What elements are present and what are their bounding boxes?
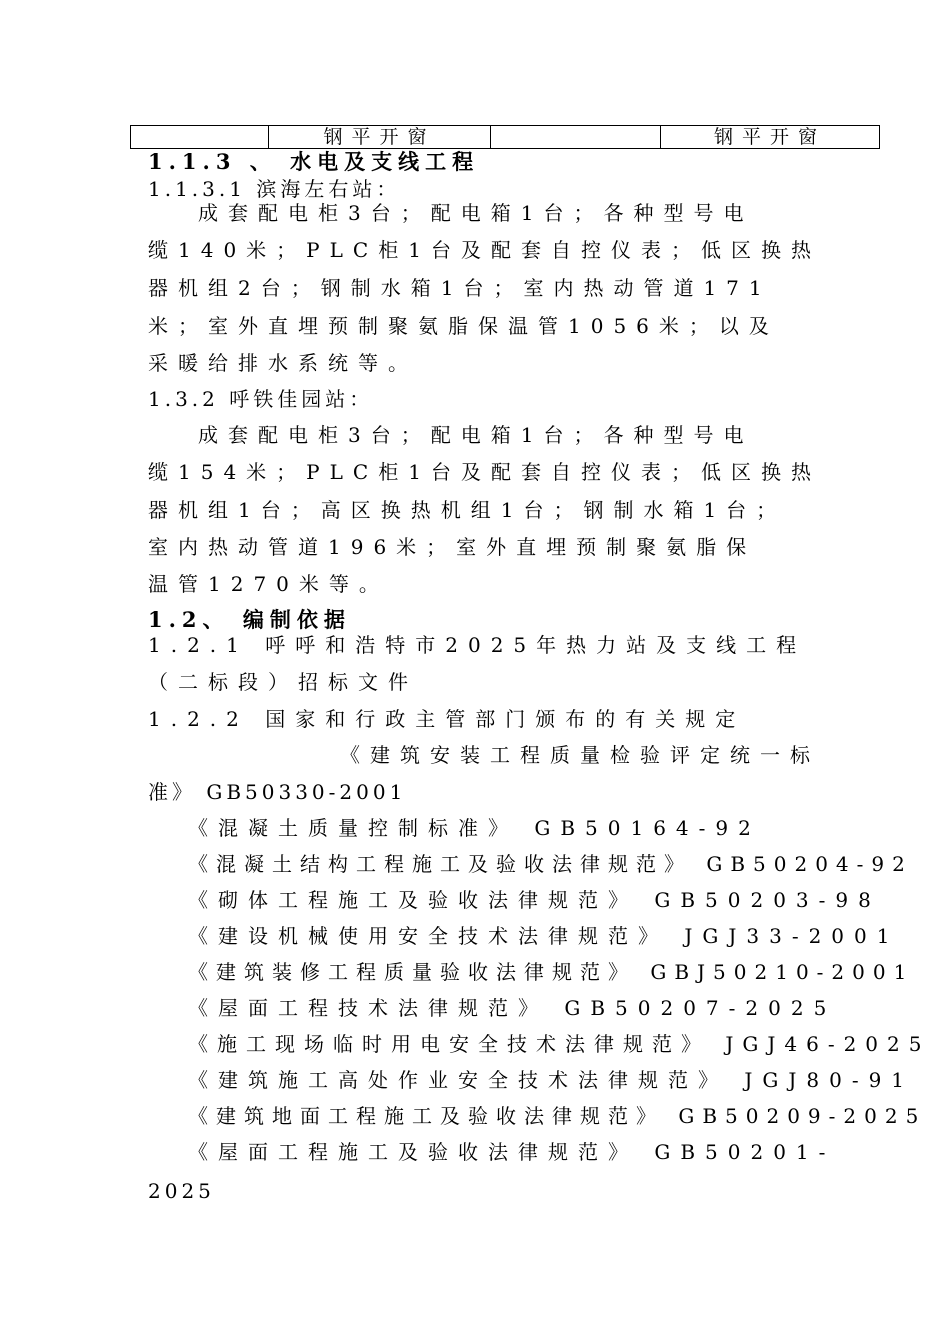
standard-item: 2025 [148,1179,215,1203]
standard-item: 《建设机械使用安全技术法律规范》 JGJ33-2001 [188,924,900,948]
standard-item: 《施工现场临时用电安全技术法律规范》 JGJ46-2025 [188,1032,931,1056]
standard-item: 《混凝土结构工程施工及验收法律规范》 GB50204-92 [188,852,913,876]
standard-item: 准》 GB50330-2001 [148,780,407,804]
standard-item: 《建筑施工高处作业安全技术法律规范》 JGJ80-91 [188,1068,915,1092]
table-cell [131,126,269,148]
section-heading-1-1-3: 1.1.3 、 水电及支线工程 [148,149,480,174]
section-heading-1-2: 1.2、 编制依据 [148,607,351,632]
paragraph-line: 器机组2台；钢制水箱1台；室内热动管道171 [148,276,772,300]
subsection-heading-1-1-3-1: 1.1.3.1 滨海左右站： [148,177,401,201]
standard-item: 《屋面工程施工及验收法律规范》 GB50201- [188,1140,836,1164]
standard-item: 《砌体工程施工及验收法律规范》 GB50203-98 [188,888,881,912]
paragraph-line: 1.2.1 呼呼和浩特市2025年热力站及支线工程 [148,633,807,657]
standard-item: 《建筑装修工程质量验收法律规范》 GBJ50210-2001 [188,960,915,984]
table-cell: 钢平开窗 [269,126,491,148]
paragraph-line: 缆140米；PLC柜1台及配套自控仪表；低区换热 [148,238,821,262]
subsection-heading-1-3-2: 1.3.2 呼铁佳园站： [148,387,374,411]
paragraph-line: 温管1270米等。 [148,572,389,596]
table-cell: 钢平开窗 [713,126,826,148]
paragraph-line: 器机组1台；高区换热机组1台；钢制水箱1台； [148,498,787,522]
paragraph-line: 成套配电柜3台；配电箱1台；各种型号电 [198,423,754,447]
paragraph-line: 1.2.2 国家和行政主管部门颁布的有关规定 [148,707,746,731]
paragraph-line: 采暖给排水系统等。 [148,351,418,375]
window-spec-table-row [130,125,880,149]
paragraph-line: 缆154米；PLC柜1台及配套自控仪表；低区换热 [148,460,821,484]
table-cell [491,126,661,148]
paragraph-line: 米；室外直埋预制聚氨脂保温管1056米；以及 [148,314,779,338]
standard-item: 《混凝土质量控制标准》 GB50164-92 [188,816,761,840]
paragraph-line: （二标段）招标文件 [148,670,418,694]
standard-item: 《屋面工程技术法律规范》 GB50207-2025 [188,996,837,1020]
standard-item: 《建筑安装工程质量检验评定统一标 [340,743,820,767]
paragraph-line: 成套配电柜3台；配电箱1台；各种型号电 [198,201,754,225]
paragraph-line: 室内热动管道196米；室外直埋预制聚氨脂保 [148,535,757,559]
standard-item: 《建筑地面工程施工及验收法律规范》 GB50209-2025 [188,1104,927,1128]
